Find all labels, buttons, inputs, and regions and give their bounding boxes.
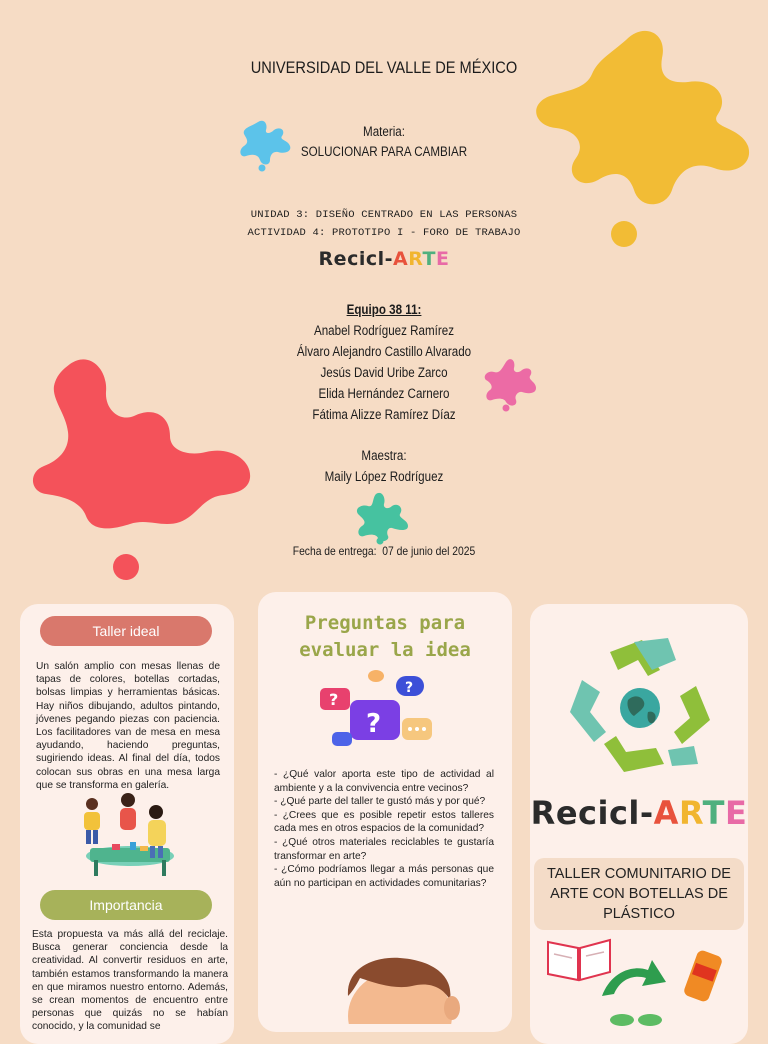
green-paint-splash [356, 490, 412, 546]
subject-name: SOLUCIONAR PARA CAMBIAR [300, 144, 468, 159]
team-member: Fátima Alizze Ramírez Díaz [312, 407, 456, 422]
questions-list [274, 768, 494, 890]
brand-logo-small [0, 248, 768, 270]
children-crafting-illustration [76, 792, 180, 882]
importancia-heading: Importancia [40, 890, 212, 920]
team-member: Anabel Rodríguez Ramírez [313, 323, 455, 338]
workshop-title-banner [534, 858, 744, 930]
team-label: Equipo 38 11: [346, 302, 422, 317]
team-member: Álvaro Alejandro Castillo Alvarado [296, 344, 472, 359]
brand-part1: Recicl- [318, 248, 393, 270]
question-item: - ¿Crees que es posible repetir estos talleres cada mes en otros espacios de la comunidad? [274, 809, 494, 835]
speech-bubbles-illustration [318, 670, 436, 750]
taller-ideal-text: Un salón amplio con mesas llenas de tapas de colores, botellas cortadas, bolsas limpias y herramientas básicas. Hay niños dibujando, adultos pintando, jóvenes pegando piezas con paciencia. Los facilitadores van de mesa en mesa ayudando, haciendo preguntas, sugiriendo ideas. Al final del día, todos colocan sus obras en una mesa larga que se transforma en galería. [36, 661, 220, 791]
question-item: - ¿Qué otros materiales reciclables te gustaría transformar en arte? [274, 836, 494, 862]
brand-part2: ARTE [653, 794, 748, 832]
soda-can-icon [678, 944, 728, 1008]
team-member: Jesús David Uribe Zarco [320, 365, 448, 380]
unit-line: UNIDAD 3: DISEÑO CENTRADO EN LAS PERSONAS [250, 209, 518, 221]
brand-logo-large [530, 794, 748, 832]
university-name: UNIVERSIDAD DEL VALLE DE MÉXICO [250, 58, 518, 77]
delivery-date [54, 544, 714, 558]
question-item: - ¿Cómo podríamos llegar a más personas que aún no participan en actividades comunitarias? [274, 864, 494, 889]
question-item: - ¿Qué parte del taller te gustó más y por qué? [274, 796, 486, 808]
left-panel [20, 604, 234, 1044]
middle-panel [258, 592, 512, 1032]
team-member: Elida Hernández Carnero [318, 386, 450, 401]
subject-label: Materia: [363, 124, 405, 139]
questions-title: Preguntas para evaluar la idea [299, 612, 471, 661]
recycle-globe-icon [564, 634, 714, 784]
question-item: - ¿Qué valor aporta este tipo de actividad al ambiente y a la convivencia entre vecinos? [274, 769, 494, 794]
svg-text:?: ? [405, 680, 414, 696]
importancia-text: Esta propuesta va más allá del reciclaje. Busca generar conciencia desde la creatividad. Al convertir residuos en arte, también estamos transformando la manera en que miramos nuestro entorno. Además, se crean momentos de encuentro entre personas que quizás no se habían conocido, y la comunidad se [32, 929, 228, 1033]
svg-text:?: ? [366, 709, 382, 739]
boy-illustration [338, 956, 462, 1024]
brand-part1: Recicl- [530, 794, 654, 832]
workshop-title: TALLER COMUNITARIO DE ARTE CON BOTELLAS DE PLÁSTICO [547, 866, 731, 922]
activity-line: ACTIVIDAD 4: PROTOTIPO I - FORO DE TRABAJO [247, 227, 521, 239]
teacher-label: Maestra: [361, 448, 407, 463]
taller-ideal-heading: Taller ideal [40, 616, 212, 646]
delivery-label: Fecha de entrega: [292, 544, 377, 558]
delivery-value: 07 de junio del 2025 [382, 544, 476, 558]
sprout-icon [606, 1008, 666, 1028]
right-panel [530, 604, 748, 1044]
recycle-arrow-icon [596, 956, 670, 1006]
teacher-name: Maily López Rodríguez [324, 469, 444, 484]
svg-text:?: ? [329, 690, 339, 709]
brand-part2: ARTE [393, 248, 450, 270]
